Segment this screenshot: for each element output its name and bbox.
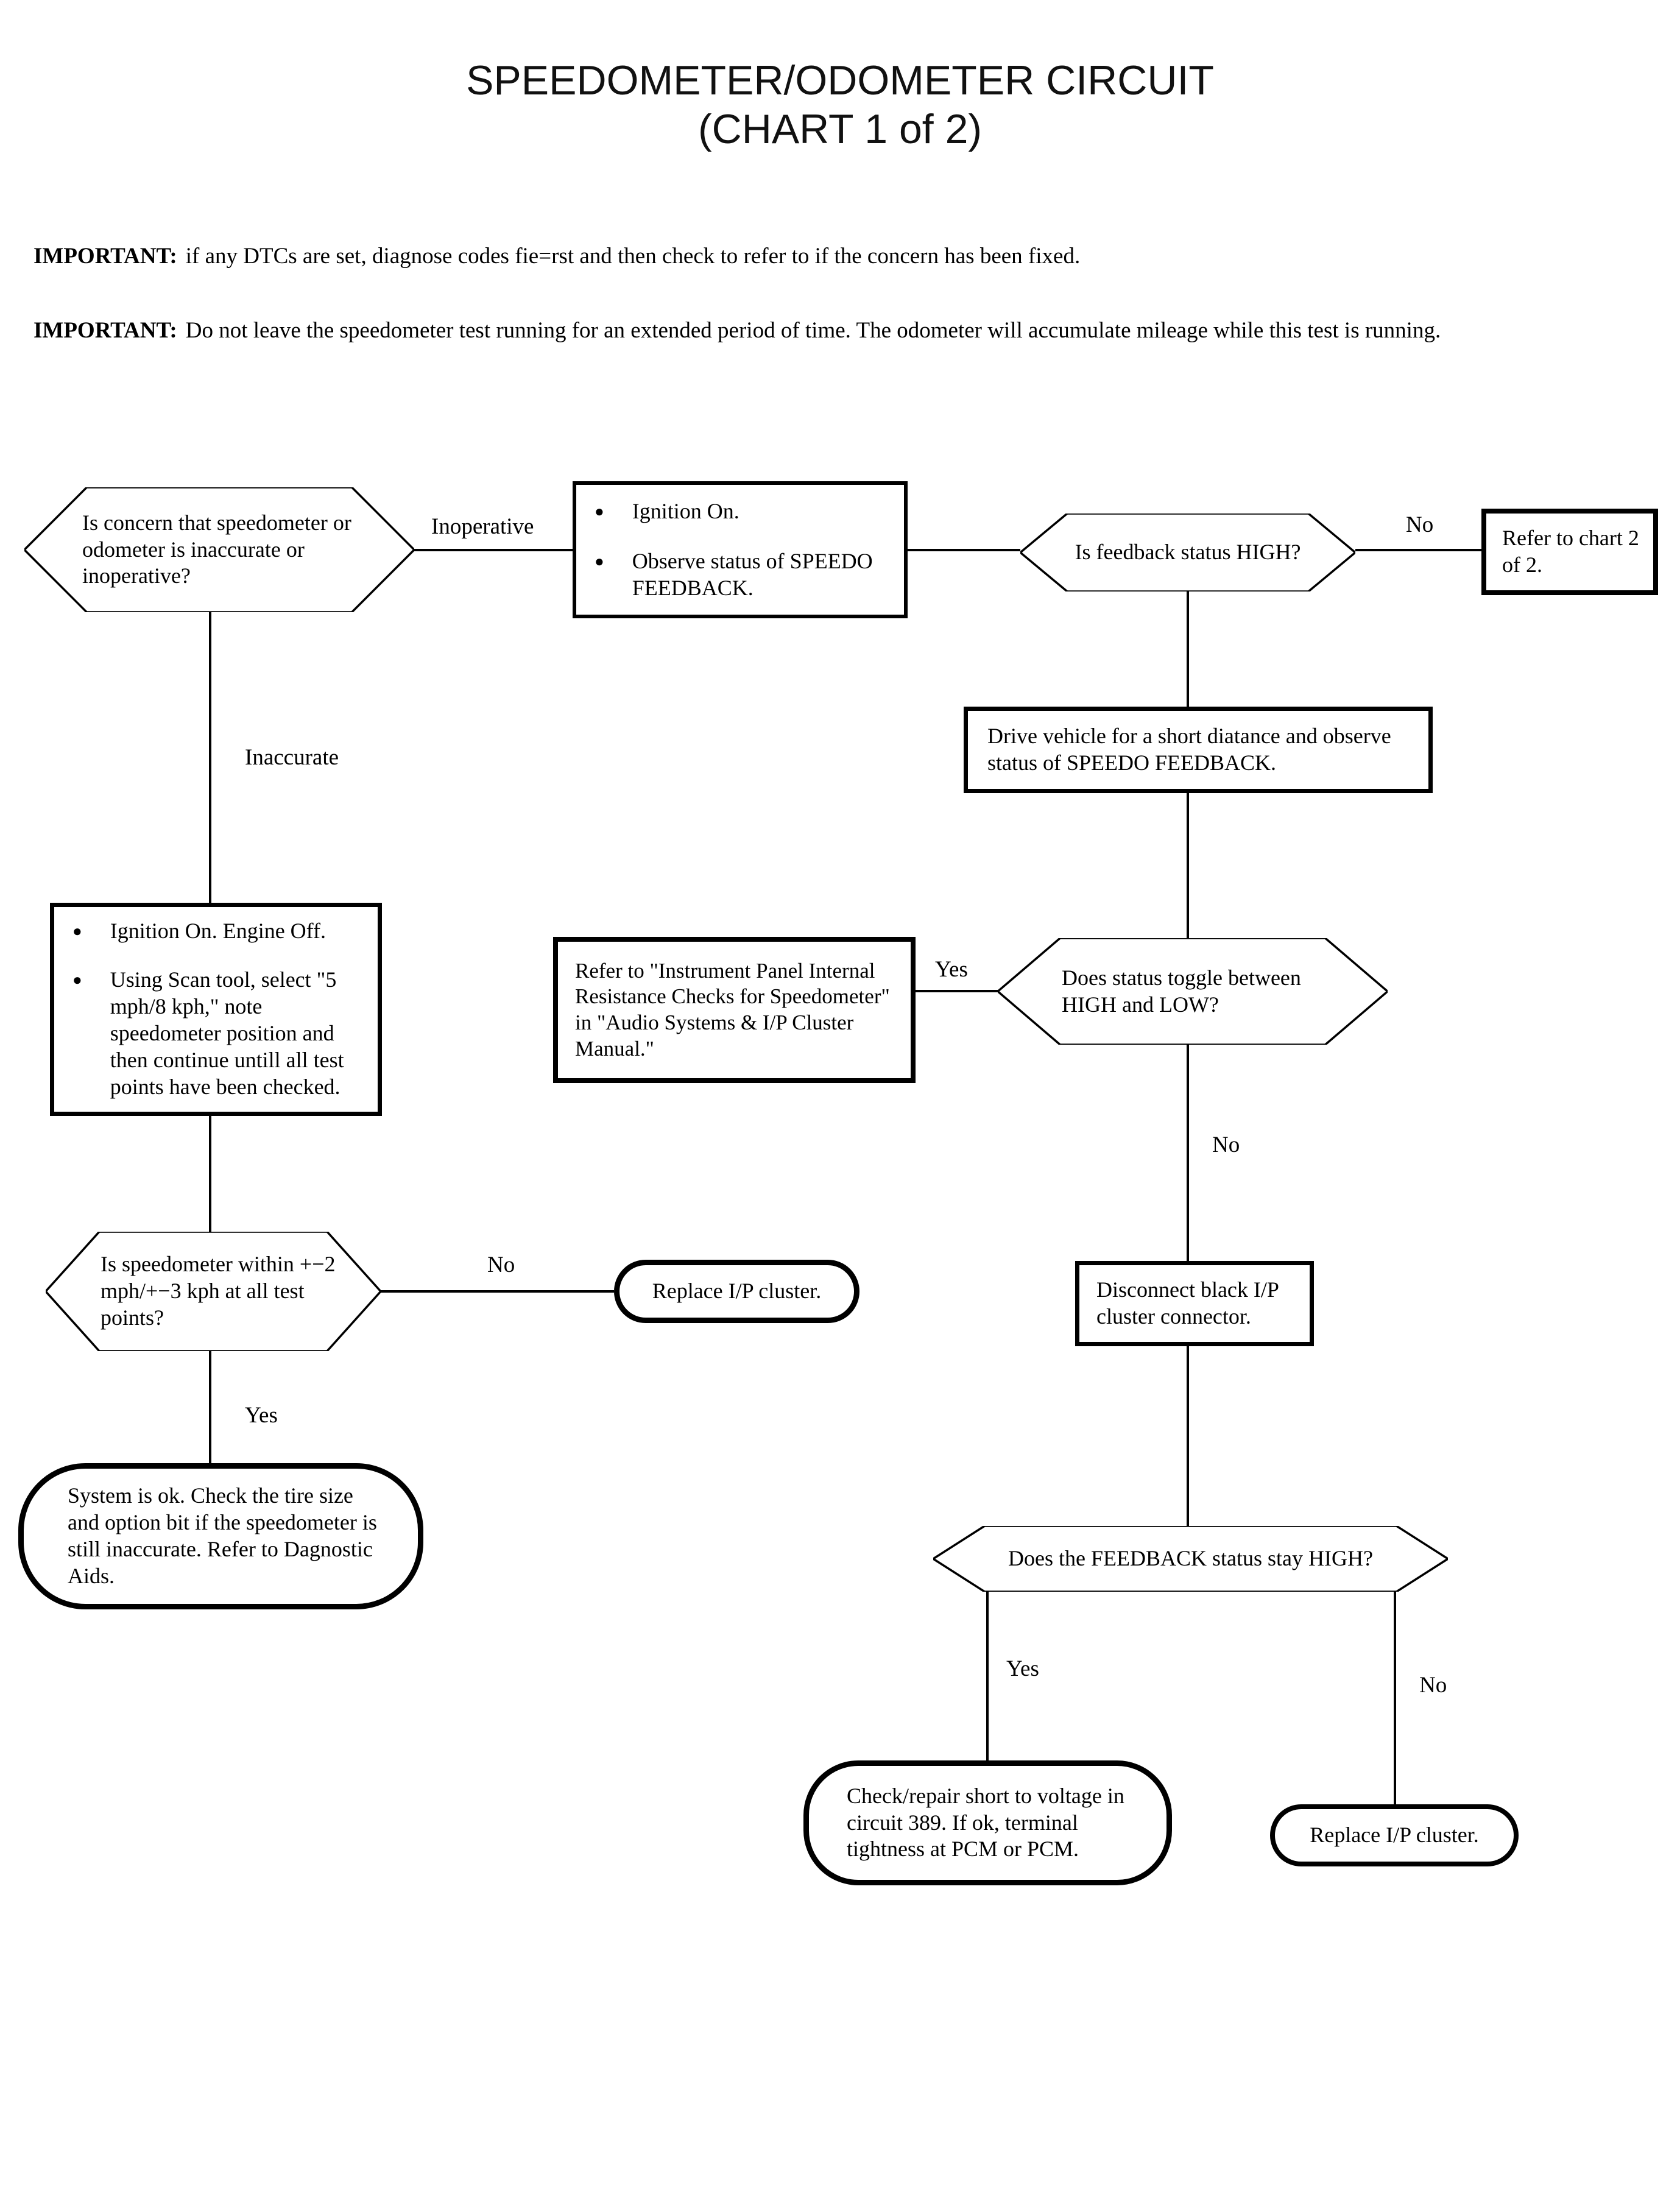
important-label-2: IMPORTANT: [34,318,177,343]
important-text-2: Do not leave the speedometer test running for an extended period of time. The odometer will accumulate mileage while this test is running. [185,318,1441,343]
page-title [0,56,1680,154]
node-check-repair [803,1760,1172,1885]
node-ignition-check [573,481,908,618]
node-disconnect-connector [1075,1261,1314,1346]
bullet-text: Ignition On. [632,498,739,523]
node-drive-vehicle-text: Drive vehicle for a short diatance and observe status of SPEEDO FEEDBACK. [987,724,1391,775]
node-replace-cluster-2 [1270,1804,1519,1866]
bullet-item [595,548,889,602]
node-check-repair-text: Check/repair short to voltage in circuit 389. If ok, terminal tightness at PCM or PCM. [847,1783,1124,1862]
bullet-item [72,967,363,1101]
node-concern-text: Is concern that speedometer or odometer is inaccurate or inoperative? [82,510,351,588]
bullet-text: Observe status of SPEEDO FEEDBACK. [632,548,873,600]
bullet-icon: ● [72,971,82,989]
node-replace-cluster-1 [614,1260,859,1323]
important-text-1: if any DTCs are set, diagnose codes fie=rst and then check to refer to if the concern has been fixed. [185,244,1081,269]
node-feedback-stay-high-text: Does the FEEDBACK status stay HIGH? [1008,1546,1373,1571]
page-title-line2: (CHART 1 of 2) [697,106,983,153]
edge-label-no-feedback-high: No [1406,512,1434,537]
edge-label-yes-within: Yes [245,1403,278,1428]
connector-ignition-to-feedback [908,549,1020,551]
node-system-ok [18,1463,423,1609]
connector-toggle-to-disconnect [1187,1045,1189,1261]
bullet-icon: ● [595,502,604,520]
bullet-text: Using Scan tool, select "5 mph/8 kph," note speedometer position and then continue untill all test points have been checked. [110,967,344,1099]
connector-within-to-systemok [209,1351,211,1463]
bullet-icon: ● [595,552,604,570]
node-replace-cluster-2-text: Replace I/P cluster. [1310,1823,1479,1848]
edge-label-no-stay-high: No [1419,1673,1447,1698]
node-instrument-panel-text: Refer to "Instrument Panel Internal Resistance Checks for Speedometer" in "Audio Systems & I/P Cluster Manual." [575,958,890,1061]
important-notice-1 [34,242,1654,270]
node-feedback-stay-high-question [933,1526,1448,1592]
node-feedback-high-text: Is feedback status HIGH? [1075,540,1301,565]
node-status-toggle-question [998,938,1388,1045]
connector-drive-to-toggle [1187,793,1189,938]
edge-label-no-within: No [487,1252,515,1277]
node-scan-tool [50,903,382,1116]
node-speedo-within-text: Is speedometer within +−2 mph/+−3 kph at all test points? [101,1252,336,1330]
connector-feedback-to-drive [1187,591,1189,707]
bullet-item [72,918,363,945]
edge-label-inaccurate: Inaccurate [245,745,339,770]
node-system-ok-text: System is ok. Check the tire size and option bit if the speedometer is still inaccurate. Refer to Dagnostic Aids. [68,1483,377,1588]
edge-label-yes-toggle: Yes [935,957,968,982]
edge-label-inoperative: Inoperative [431,514,534,539]
bullet-item [595,498,889,525]
connector-feedback-to-refer [1355,549,1481,551]
connector-scantool-to-within [209,1116,211,1232]
node-speedo-within-question [46,1232,381,1351]
connector-concern-to-scantool [209,612,211,903]
edge-label-yes-stay-high: Yes [1006,1656,1039,1681]
node-replace-cluster-1-text: Replace I/P cluster. [652,1279,822,1304]
connector-concern-to-ignition [414,549,573,551]
connector-within-to-replace1 [381,1290,614,1293]
page-title-line1: SPEEDOMETER/ODOMETER CIRCUIT [466,57,1214,104]
node-concern-question [24,487,414,612]
node-refer-chart2-text: Refer to chart 2 of 2. [1502,526,1639,577]
connector-stayhigh-to-checkrepair [986,1590,989,1760]
node-disconnect-connector-text: Disconnect black I/P cluster connector. [1096,1277,1279,1329]
node-instrument-panel [553,937,916,1083]
important-label-1: IMPORTANT: [34,244,177,269]
edge-label-no-toggle: No [1212,1132,1240,1157]
bullet-text: Ignition On. Engine Off. [110,919,326,944]
important-notice-2 [34,317,1654,345]
bullet-icon: ● [72,922,82,941]
node-status-toggle-text: Does status toggle between HIGH and LOW? [1062,965,1301,1017]
node-refer-chart2 [1481,509,1658,595]
node-drive-vehicle [964,707,1433,793]
connector-stayhigh-to-replace2 [1394,1590,1396,1804]
node-feedback-high-question [1020,514,1355,591]
connector-disconnect-to-stayhigh [1187,1346,1189,1526]
connector-toggle-to-instrument [916,990,998,992]
